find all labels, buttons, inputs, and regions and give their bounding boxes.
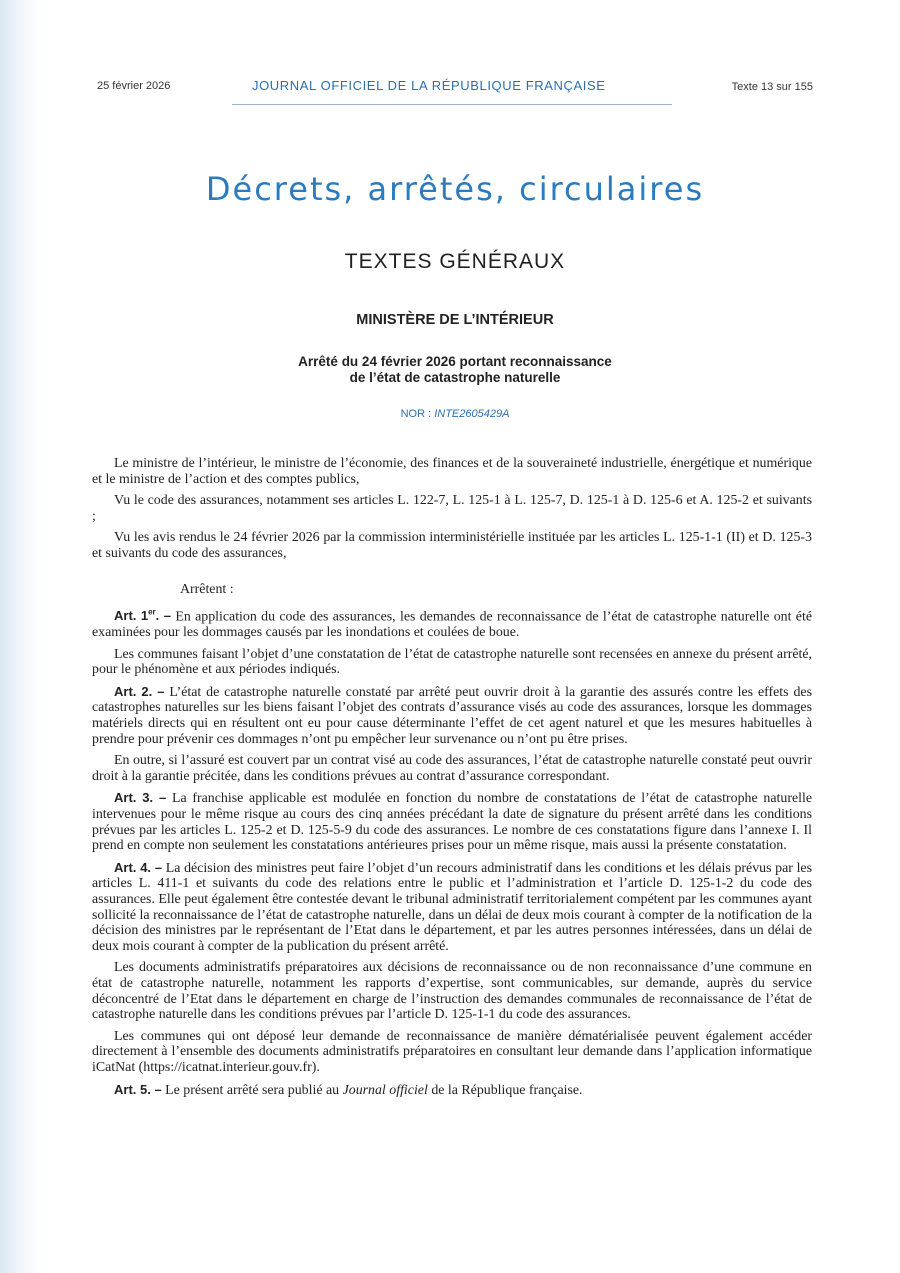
article-4-paragraph-2: Les documents administratifs préparatoires aux décisions de reconnaissance ou de non reconnaissance d’une commune en état de catastrophe naturelle, notamment les rapports d’expertise, sont communicables, sur demande, auprès du service déconcentré de l’Etat dans le département en charge de l’instruction des demandes communales de reconnaissance de l’état de catastrophe naturelle dans les conditions prévues par l’article D. 125-1-1 du code des assurances. xyxy=(92,960,812,1023)
preamble-vu-avis: Vu les avis rendus le 24 février 2026 par la commission interministérielle instituée par les articles L. 125-1-1 (II) et D. 125-3 et suivants du code des assurances, xyxy=(92,530,812,561)
arretent: Arrêtent : xyxy=(180,581,234,597)
journal-title: JOURNAL OFFICIEL DE LA RÉPUBLIQUE FRANÇAISE xyxy=(252,78,606,93)
nor-reference xyxy=(0,408,900,420)
article-3-paragraph-1 xyxy=(92,790,812,853)
decree-title-line1: Arrêté du 24 février 2026 portant reconnaissance xyxy=(298,354,612,369)
preamble-ministers: Le ministre de l’intérieur, le ministre de l’économie, des finances et de la souveraineté industrielle, énergétique et numérique et le ministre de l’action et des comptes publics, xyxy=(92,456,812,487)
article-4-text-1: La décision des ministres peut faire l’objet d’un recours administratif dans les conditions et les délais prévus par les articles L. 411-1 et suivants du code des relations entre le public et l’administration et l’article D. 125-1-2 du code des assurances. Elle peut également être contestée devant le tribunal administratif territorialement compétent par les communes ayant sollicité la reconnaissance de l’état de catastrophe naturelle, dans un délai de deux mois courant à compter de la notification de la décision des ministres par le représentant de l’Etat dans le département, et par les autres personnes intéressées, dans un délai de deux mois courant à compter de la publication du présent arrêté. xyxy=(92,860,812,954)
ministry-name: MINISTÈRE DE L’INTÉRIEUR xyxy=(356,312,554,328)
page-header xyxy=(97,78,813,100)
article-4-paragraph-1 xyxy=(92,860,812,955)
preamble-vu-code: Vu le code des assurances, notamment ses articles L. 122-7, L. 125-1 à L. 125-7, D. 125-1 à D. 125-6 et A. 125-2 et suivants ; xyxy=(92,493,812,524)
subsection-title: TEXTES GÉNÉRAUX xyxy=(344,250,566,273)
article-3-text-1: La franchise applicable est modulée en fonction du nombre de constatations de l’état de catastrophe naturelle intervenues pour le même risque au cours des cinq années précédant la date de signature du présent arrêté dans les conditions prévues par les articles L. 125-2 et D. 125-5-9 du code des assurances. Le nombre de ces constatations figure dans l’annexe I. Il prend en compte non seulement les constatations antérieures prises pour un même risque, mais aussi la présente constatation. xyxy=(92,791,812,854)
decree-title-line2: de l’état de catastrophe naturelle xyxy=(349,370,561,385)
article-1-paragraph-2: Les communes faisant l’objet d’une constatation de l’état de catastrophe naturelle sont recensées en annexe du présent arrêté, pour le phénomène et aux périodes indiqués. xyxy=(92,646,812,678)
article-4-paragraph-3: Les communes qui ont déposé leur demande de reconnaissance de manière dématérialisée peuvent également accéder directement à l’ensemble des documents administratifs préparatoires en consultant leur demande dans l’application informatique iCatNat (https://icatnat.interieur.gouv.fr). xyxy=(92,1028,812,1075)
article-3-label: Art. 3. – xyxy=(114,790,167,806)
article-5-text-after: de la République française. xyxy=(427,1082,583,1098)
article-2-paragraph-1 xyxy=(92,684,812,747)
article-2-label: Art. 2. – xyxy=(114,683,165,699)
header-rule xyxy=(232,104,672,105)
text-number: Texte 13 sur 155 xyxy=(731,81,813,93)
article-1-text-1: En application du code des assurances, les demandes de reconnaissance de l’état de catastrophe naturelle ont été examinées pour les dommages causés par les inondations et coulées de boue. xyxy=(92,609,812,641)
decree-body xyxy=(92,456,812,1104)
article-1-label-main: Art. 1 xyxy=(114,608,149,624)
article-1-label xyxy=(114,608,171,623)
section-title: Décrets, arrêtés, circulaires xyxy=(205,170,705,208)
nor-label: NOR : xyxy=(400,408,435,420)
article-1-label-sup: er xyxy=(148,608,156,618)
article-2-text-1: L’état de catastrophe naturelle constaté par arrêté peut ouvrir droit à la garantie des assurés contre les effets des catastrophes naturelles sur les biens faisant l’objet des contrats d’assurance visés au code des assurances, lorsque les dommages matériels directs qui en résultent ont eu pour cause déterminante l’effet de cet agent naturel et que les mesures habituelles à prendre pour prévenir ces dommages n’ont pu empêcher leur survenance ou n’ont pu être prises. xyxy=(92,684,812,747)
publication-date: 25 février 2026 xyxy=(97,80,171,92)
journal-officiel-italic: Journal officiel xyxy=(342,1082,428,1098)
article-5-paragraph-1 xyxy=(92,1082,812,1099)
nor-code: INTE2605429A xyxy=(434,408,510,420)
decree-title xyxy=(0,354,900,386)
article-1-paragraph-1 xyxy=(92,605,812,641)
article-4-label: Art. 4. – xyxy=(114,859,163,875)
article-2-paragraph-2: En outre, si l’assuré est couvert par un contrat visé au code des assurances, l’état de catastrophe naturelle constaté peut ouvrir droit à la garantie précitée, dans les conditions prévues au contrat d’assurance correspondant. xyxy=(92,753,812,784)
article-5-text-before: Le présent arrêté sera publié au xyxy=(165,1082,343,1098)
article-1-label-end: . – xyxy=(155,608,171,624)
article-5-label: Art. 5. – xyxy=(114,1081,162,1097)
